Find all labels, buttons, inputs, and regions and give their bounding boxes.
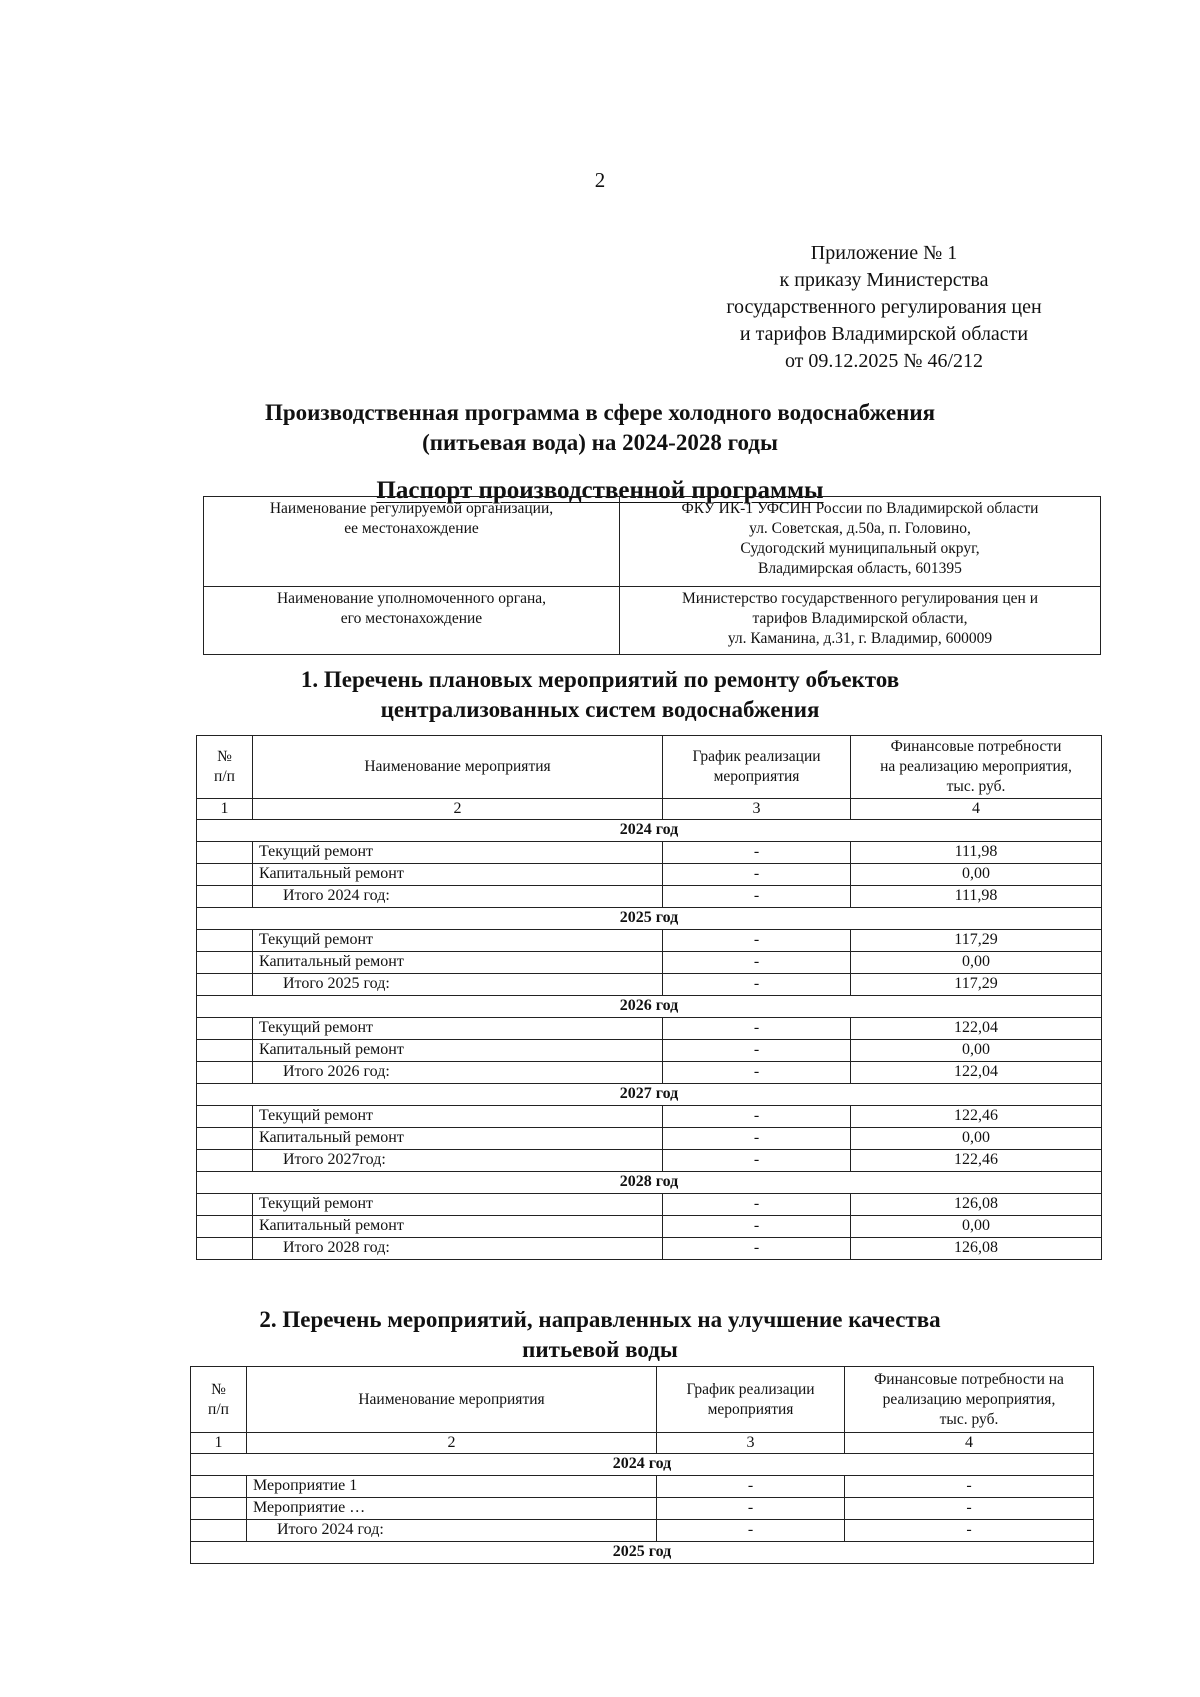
table-row — [197, 1238, 1102, 1260]
row-name: Мероприятие 1 — [247, 1476, 657, 1498]
row-num — [197, 1018, 253, 1040]
row-num — [197, 864, 253, 886]
row-num — [197, 1216, 253, 1238]
row-name: Текущий ремонт — [253, 842, 663, 864]
passport-label-line: Наименование регулируемой организации, — [269, 500, 554, 517]
table-row — [191, 1498, 1094, 1520]
header-line: реализацию мероприятия, — [882, 1390, 1056, 1408]
row-num — [197, 974, 253, 996]
column-number: 3 — [663, 799, 851, 820]
column-number-row — [191, 1433, 1094, 1454]
title-line: (питьевая вода) на 2024-2028 годы — [422, 430, 778, 455]
row-value: 122,04 — [851, 1018, 1102, 1040]
row-name: Итого 2024 год: — [247, 1520, 657, 1542]
header-line: п/п — [214, 768, 235, 785]
header-line: мероприятия — [713, 768, 800, 785]
row-value: 122,46 — [851, 1150, 1102, 1172]
column-number: 4 — [845, 1433, 1094, 1454]
year-label: 2025 год — [191, 1542, 1094, 1564]
row-name: Итого 2025 год: — [253, 974, 663, 996]
row-num — [197, 1238, 253, 1260]
header-num — [197, 736, 253, 799]
row-schedule: - — [663, 1150, 851, 1172]
row-value: 0,00 — [851, 864, 1102, 886]
page-number: 2 — [594, 168, 606, 192]
appendix-line: к приказу Министерства — [779, 269, 989, 291]
row-schedule: - — [663, 1238, 851, 1260]
year-row — [197, 1172, 1102, 1194]
passport-row — [204, 497, 1101, 587]
header-line: п/п — [208, 1400, 229, 1418]
row-value: 122,46 — [851, 1106, 1102, 1128]
table-row — [197, 1128, 1102, 1150]
header-schedule — [663, 736, 851, 799]
row-num — [197, 930, 253, 952]
table-row — [197, 1194, 1102, 1216]
header-line: Финансовые потребности на — [874, 1370, 1064, 1388]
row-name: Итого 2027год: — [253, 1150, 663, 1172]
row-name: Капитальный ремонт — [253, 952, 663, 974]
row-schedule: - — [663, 886, 851, 908]
row-value: 0,00 — [851, 1216, 1102, 1238]
year-label: 2024 год — [197, 820, 1102, 842]
row-num — [191, 1476, 247, 1498]
passport-title: Паспорт производственной программы — [376, 477, 824, 504]
table-row — [197, 1106, 1102, 1128]
row-schedule: - — [663, 1194, 851, 1216]
table-header-row — [191, 1367, 1094, 1433]
row-value: 0,00 — [851, 1040, 1102, 1062]
row-value: - — [845, 1498, 1094, 1520]
appendix-block — [694, 240, 1074, 375]
row-name: Капитальный ремонт — [253, 1128, 663, 1150]
year-row — [197, 820, 1102, 842]
year-label: 2025 год — [197, 908, 1102, 930]
row-num — [197, 1040, 253, 1062]
year-row — [197, 1084, 1102, 1106]
header-line: № — [211, 1380, 226, 1398]
appendix-line: от 09.12.2025 № 46/212 — [784, 350, 984, 372]
section-title-line: питьевой воды — [522, 1337, 678, 1362]
table-row — [197, 1062, 1102, 1084]
appendix-line: государственного регулирования цен — [726, 296, 1042, 318]
passport-value-line: ул. Каманина, д.31, г. Владимир, 600009 — [727, 630, 993, 647]
passport-label-line: Наименование уполномоченного органа, — [276, 590, 547, 607]
table-row — [197, 886, 1102, 908]
year-label: 2026 год — [197, 996, 1102, 1018]
row-value: 122,04 — [851, 1062, 1102, 1084]
header-schedule — [657, 1367, 845, 1433]
header-line: № — [217, 748, 232, 765]
section-title-line: 2. Перечень мероприятий, направленных на улучшение качества — [259, 1307, 941, 1332]
table-row — [197, 1150, 1102, 1172]
title-line: Производственная программа в сфере холодного водоснабжения — [264, 400, 936, 425]
row-num — [197, 842, 253, 864]
row-value: 126,08 — [851, 1238, 1102, 1260]
column-number: 3 — [657, 1433, 845, 1454]
row-num — [197, 886, 253, 908]
appendix-line: и тарифов Владимирской области — [739, 323, 1029, 345]
table-row — [191, 1476, 1094, 1498]
table-header-row — [197, 736, 1102, 799]
row-num — [197, 1194, 253, 1216]
row-schedule: - — [663, 1018, 851, 1040]
row-value: 111,98 — [851, 842, 1102, 864]
passport-value-line: Министерство государственного регулирования цен и — [681, 590, 1039, 607]
column-number: 2 — [253, 799, 663, 820]
table-row — [197, 974, 1102, 996]
passport-value-line: Владимирская область, 601395 — [758, 560, 962, 577]
header-line: мероприятия — [707, 1400, 794, 1418]
header-num — [191, 1367, 247, 1433]
row-num — [197, 1128, 253, 1150]
row-schedule: - — [657, 1520, 845, 1542]
repair-plan-table — [196, 735, 1102, 1260]
row-name: Мероприятие … — [247, 1498, 657, 1520]
passport-label — [204, 587, 620, 655]
year-row — [197, 908, 1102, 930]
row-num — [197, 1150, 253, 1172]
row-num — [197, 952, 253, 974]
passport-value — [620, 497, 1101, 587]
header-line: на реализацию мероприятия, — [880, 758, 1072, 775]
year-row — [197, 996, 1102, 1018]
header-line: График реализации — [686, 1380, 815, 1398]
column-number-row — [197, 799, 1102, 820]
table-row — [197, 930, 1102, 952]
row-name: Итого 2028 год: — [253, 1238, 663, 1260]
table-row — [197, 842, 1102, 864]
row-schedule: - — [657, 1476, 845, 1498]
row-name: Капитальный ремонт — [253, 1216, 663, 1238]
row-name: Итого 2026 год: — [253, 1062, 663, 1084]
year-label: 2027 год — [197, 1084, 1102, 1106]
row-schedule: - — [657, 1498, 845, 1520]
table-row — [197, 864, 1102, 886]
column-number: 2 — [247, 1433, 657, 1454]
table-row — [197, 1216, 1102, 1238]
passport-label — [204, 497, 620, 587]
row-value: - — [845, 1476, 1094, 1498]
row-num — [197, 1062, 253, 1084]
row-num — [191, 1498, 247, 1520]
column-number: 4 — [851, 799, 1102, 820]
row-name: Текущий ремонт — [253, 1194, 663, 1216]
column-number: 1 — [191, 1433, 247, 1454]
passport-value-line: Судогодский муниципальный округ, — [740, 540, 980, 557]
row-schedule: - — [663, 952, 851, 974]
row-name: Текущий ремонт — [253, 930, 663, 952]
row-value: - — [845, 1520, 1094, 1542]
header-finance — [845, 1367, 1094, 1433]
row-value: 117,29 — [851, 930, 1102, 952]
row-schedule: - — [663, 1216, 851, 1238]
section2-title — [0, 1305, 1200, 1365]
row-name: Капитальный ремонт — [253, 1040, 663, 1062]
header-name: Наименование мероприятия — [253, 736, 663, 799]
row-schedule: - — [663, 1128, 851, 1150]
row-name: Текущий ремонт — [253, 1018, 663, 1040]
section1-title — [0, 665, 1200, 725]
section-title-line: централизованных систем водоснабжения — [380, 697, 820, 722]
row-num — [197, 1106, 253, 1128]
passport-table — [203, 496, 1101, 655]
row-schedule: - — [663, 864, 851, 886]
row-schedule: - — [663, 1106, 851, 1128]
year-row — [191, 1454, 1094, 1476]
row-value: 111,98 — [851, 886, 1102, 908]
row-value: 117,29 — [851, 974, 1102, 996]
row-value: 126,08 — [851, 1194, 1102, 1216]
row-schedule: - — [663, 842, 851, 864]
column-number: 1 — [197, 799, 253, 820]
header-line: тыс. руб. — [946, 778, 1006, 795]
passport-row — [204, 587, 1101, 655]
row-schedule: - — [663, 930, 851, 952]
row-name: Капитальный ремонт — [253, 864, 663, 886]
year-label: 2028 год — [197, 1172, 1102, 1194]
row-schedule: - — [663, 974, 851, 996]
row-value: 0,00 — [851, 952, 1102, 974]
header-name: Наименование мероприятия — [247, 1367, 657, 1433]
document-title — [0, 398, 1200, 458]
header-line: тыс. руб. — [939, 1410, 999, 1428]
table-row — [191, 1520, 1094, 1542]
table-row — [197, 952, 1102, 974]
section-title-line: 1. Перечень плановых мероприятий по ремонту объектов — [300, 667, 900, 692]
row-name: Текущий ремонт — [253, 1106, 663, 1128]
table-row — [197, 1018, 1102, 1040]
row-schedule: - — [663, 1040, 851, 1062]
year-row — [191, 1542, 1094, 1564]
passport-value-line: ФКУ ИК-1 УФСИН России по Владимирской области — [681, 500, 1039, 517]
passport-label-line: его местонахождение — [340, 610, 483, 627]
row-value: 0,00 — [851, 1128, 1102, 1150]
passport-label-line: ее местонахождение — [344, 520, 479, 537]
header-line: График реализации — [692, 748, 821, 765]
passport-value-line: ул. Советская, д.50а, п. Головино, — [749, 520, 971, 537]
header-line: Финансовые потребности — [890, 738, 1062, 755]
row-num — [191, 1520, 247, 1542]
header-finance — [851, 736, 1102, 799]
appendix-line: Приложение № 1 — [810, 242, 958, 264]
water-quality-table — [190, 1366, 1094, 1564]
passport-value-line: тарифов Владимирской области, — [752, 610, 968, 627]
row-schedule: - — [663, 1062, 851, 1084]
passport-value — [620, 587, 1101, 655]
table-row — [197, 1040, 1102, 1062]
year-label: 2024 год — [191, 1454, 1094, 1476]
row-name: Итого 2024 год: — [253, 886, 663, 908]
